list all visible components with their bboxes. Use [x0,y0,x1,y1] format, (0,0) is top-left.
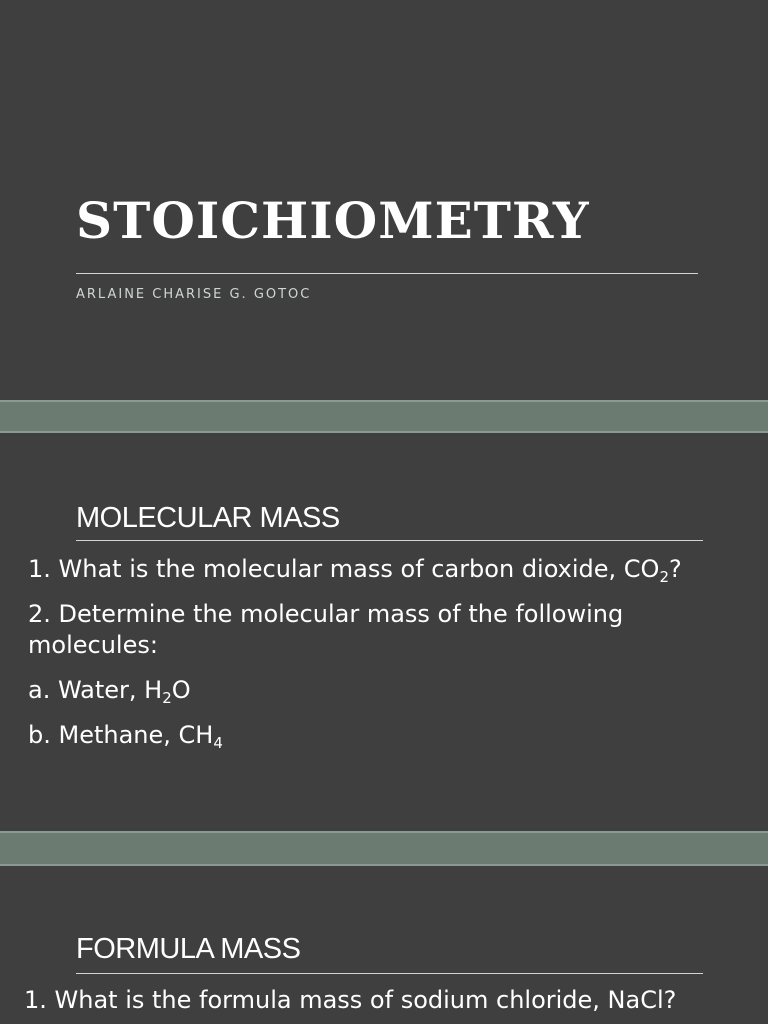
heading-underline [76,973,703,974]
title-underline [76,273,698,274]
slide-divider [0,831,768,866]
sub-item-b: b. Methane, $CH_4$ [28,721,223,752]
sub-item-a: a. Water, $H_2O$ [28,676,191,707]
slide-heading: FORMULA MASS [76,933,301,965]
question-list [24,985,744,1024]
question-1: 1. What is the molecular mass of carbon dioxide, $CO_2$? [28,555,682,586]
title-slide [0,0,768,400]
formula-mass-slide [0,866,768,1024]
author-name: ARLAINE CHARISE G. GOTOC [76,287,312,302]
molecular-mass-slide [0,433,768,831]
question-2: 2. Determine the molecular mass of the following molecules: [28,600,624,659]
question-1: 1. What is the formula mass of sodium chloride, NaCl? [24,986,677,1014]
heading-underline [76,540,703,541]
question-list [28,554,748,765]
presentation-title: STOICHIOMETRY [76,191,590,250]
slide-heading: MOLECULAR MASS [76,502,340,534]
slide-divider [0,400,768,433]
